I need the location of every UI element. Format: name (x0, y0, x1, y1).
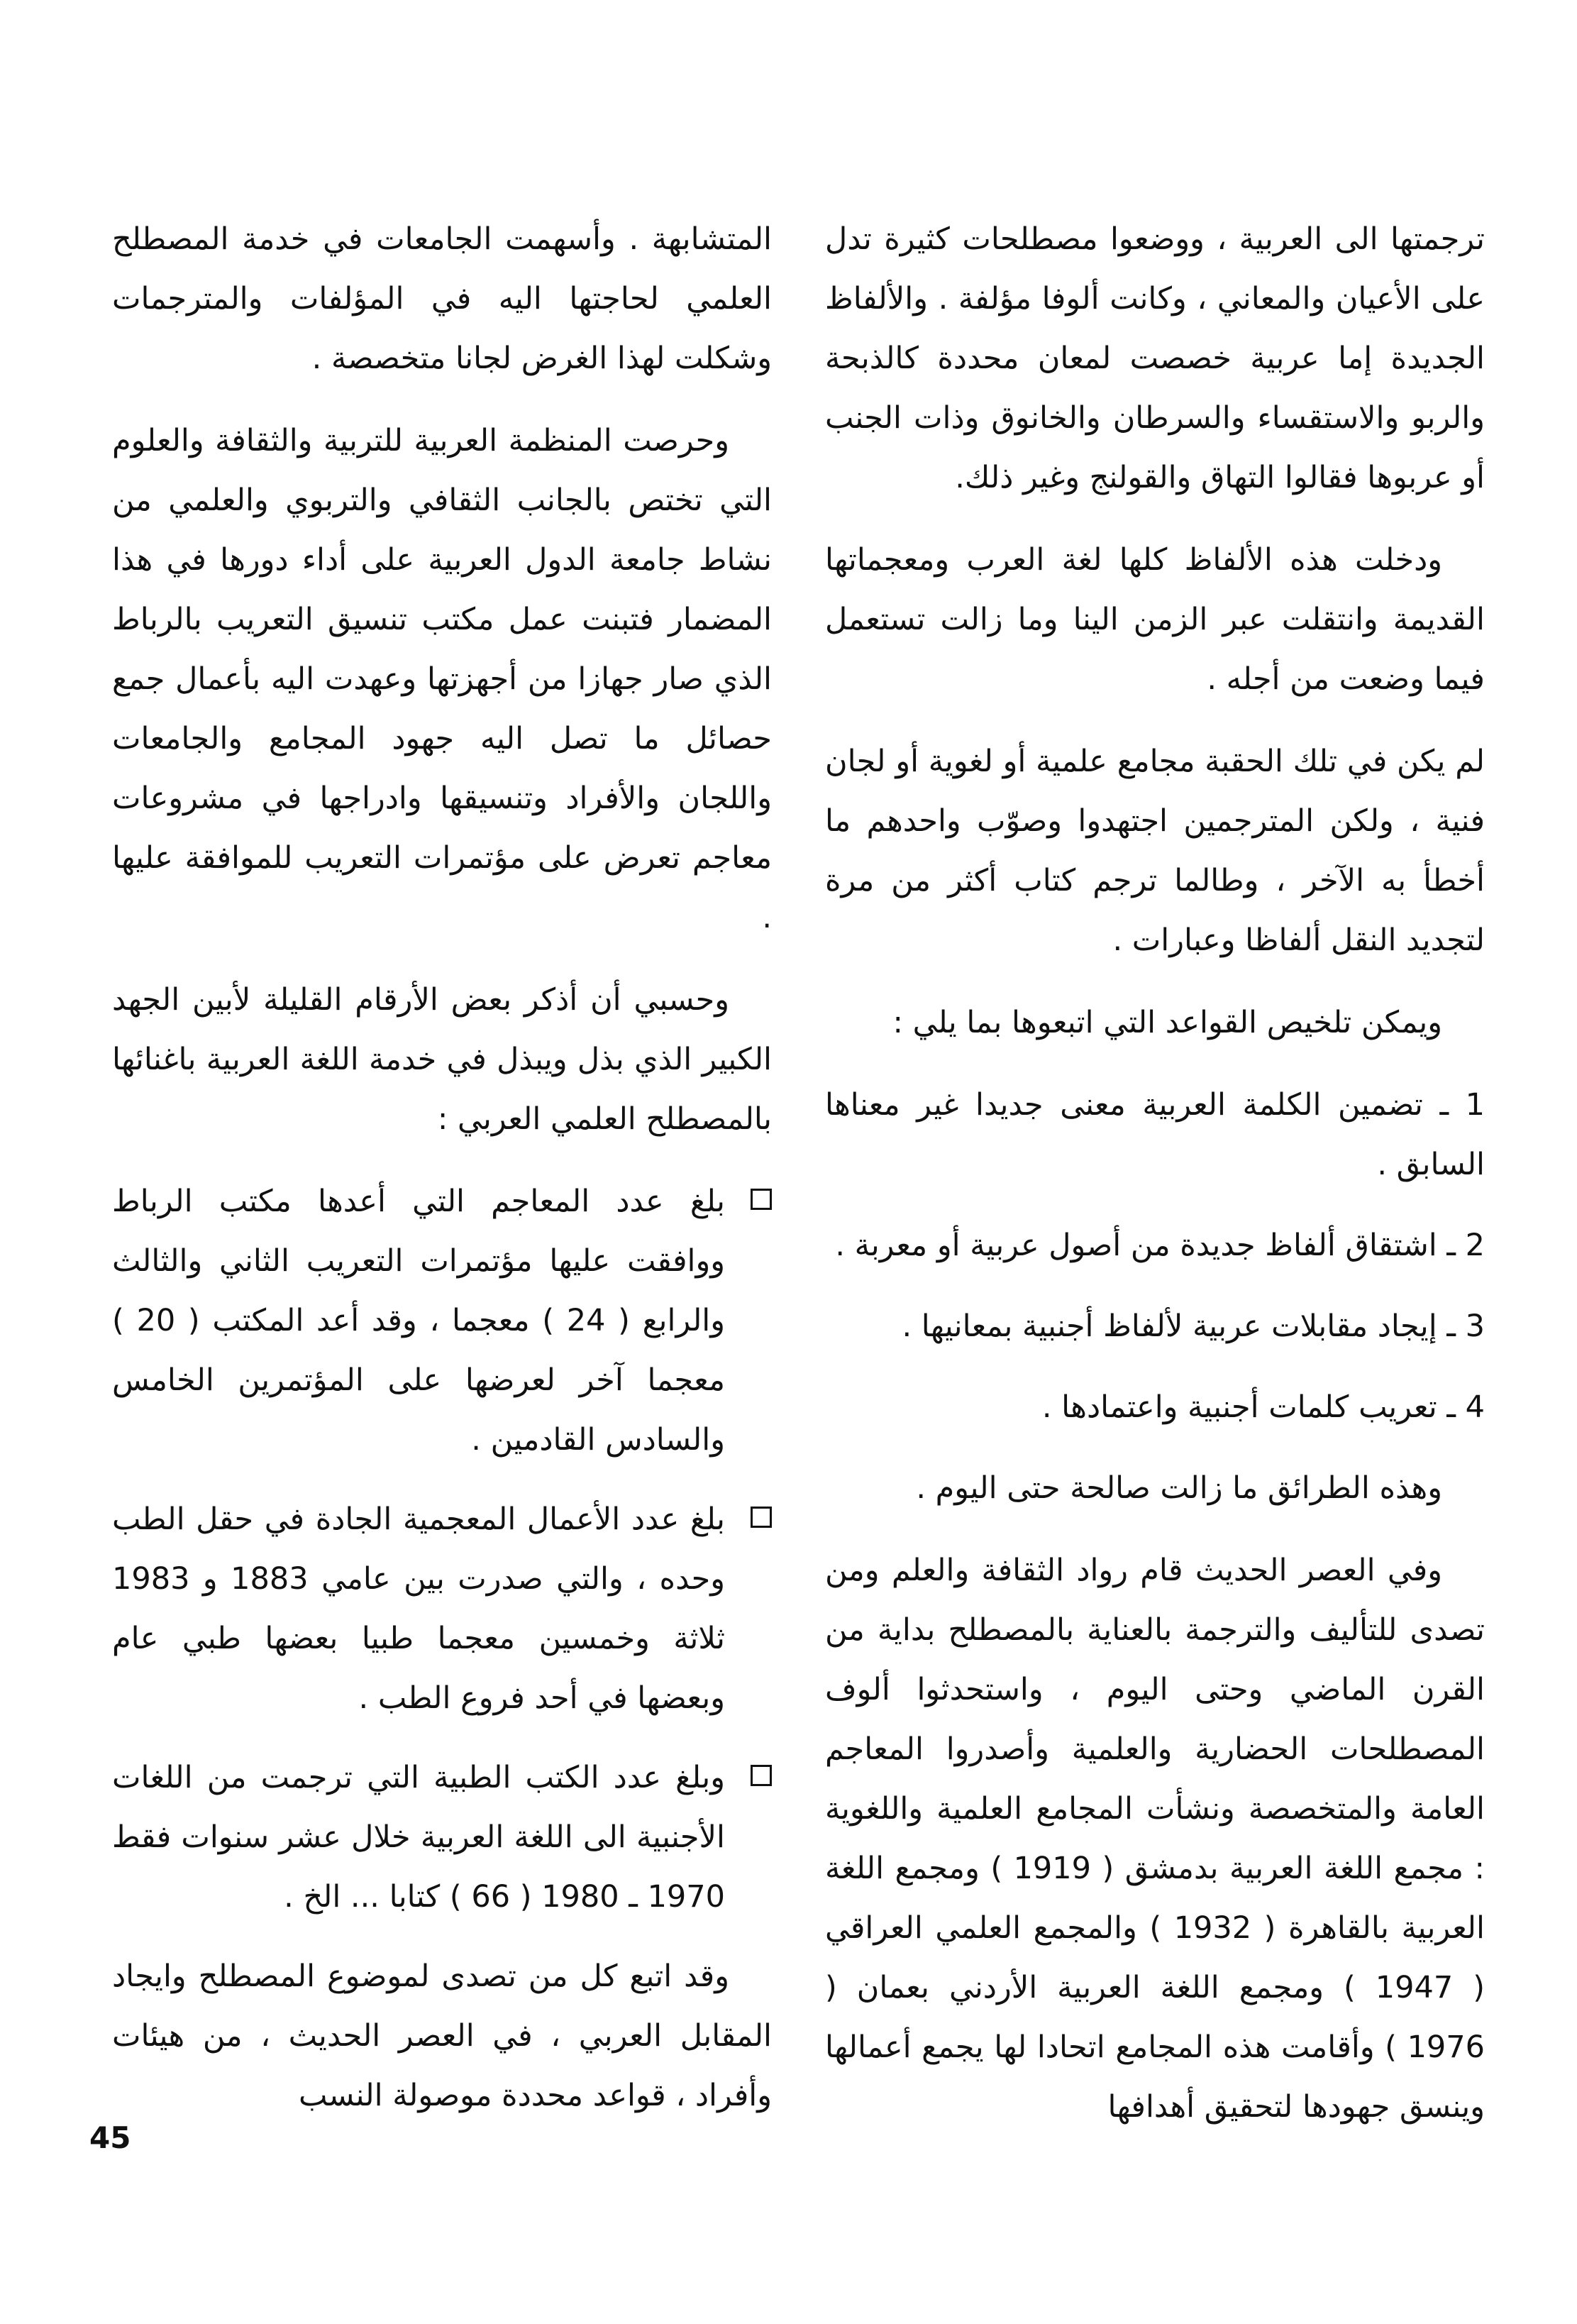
rule-item: 4 ـ تعريب كلمات أجنبية واعتمادها . (1041, 1389, 1485, 1425)
right-column (825, 209, 1485, 2159)
paragraph: وقد اتبع كل من تصدى لموضوع المصطلح وايجاد المقابل العربي ، في العصر الحديث ، من هيئات وأفراد ، قواعد محددة موصولة النسب (112, 1959, 772, 2113)
left-column (112, 209, 772, 2148)
page-number: 45 (89, 2120, 131, 2155)
checkbox-bullet-icon (751, 1507, 772, 1528)
paragraph: المتشابهة . وأسهمت الجامعات في خدمة المصطلح العلمي لحاجتها اليه في المؤلفات والمترجمات وشكلت لهذا الغرض لجانا متخصصة . (112, 221, 772, 376)
paragraph: وهذه الطرائق ما زالت صالحة حتى اليوم . (916, 1470, 1442, 1506)
rule-item: 3 ـ إيجاد مقابلات عربية لألفاظ أجنبية بمعانيها . (902, 1309, 1485, 1344)
bullet-text: وبلغ عدد الكتب الطبية التي ترجمت من اللغات الأجنبية الى اللغة العربية خلال عشر سنوات فقط 1970 ـ 1980 ( 66 ) كتابا ... الخ . (112, 1760, 725, 1915)
paragraph: وحرصت المنظمة العربية للتربية والثقافة والعلوم التي تختص بالجانب الثقافي والتربوي والعلمي من نشاط جامعة الدول العربية على أداء دورها في هذا المضمار فتبنت عمل مكتب تنسيق التعريب بالرباط الذي صار جهازا من أجهزتها وعهدت اليه بأعمال جمع حصائل ما تصل اليه جهود المجامع والجامعات واللجان والأفراد وتنسيقها وادراجها في مشروعات معاجم تعرض على مؤتمرات التعريب للموافقة عليها . (112, 423, 772, 935)
checkbox-bullet-icon (751, 1765, 772, 1786)
paragraph: ودخلت هذه الألفاظ كلها لغة العرب ومعجماتها القديمة وانتقلت عبر الزمن الينا وما زالت تستعمل فيما وضعت من أجله . (825, 542, 1485, 697)
bullet-text: بلغ عدد المعاجم التي أعدها مكتب الرباط ووافقت عليها مؤتمرات التعريب الثاني والثالث والرابع ( 24 ) معجما ، وقد أعد المكتب ( 20 ) معجما آخر لعرضها على المؤتمرين الخامس والسادس القادمين . (112, 1184, 726, 1458)
paragraph: ترجمتها الى العربية ، ووضعوا مصطلحات كثيرة تدل على الأعيان والمعاني ، وكانت ألوفا مؤلفة . والألفاظ الجديدة إما عربية خصصت لمعان محددة كالذبحة والربو والاستقساء والسرطان والخانوق وذات الجنب أو عربوها فقالوا التهاق والقولنج وغير ذلك. (825, 221, 1485, 495)
bullet-item (112, 1172, 772, 1470)
paragraph: وحسبي أن أذكر بعض الأرقام القليلة لأبين الجهد الكبير الذي بذل ويبذل في خدمة اللغة العربية باغنائها بالمصطلح العلمي العربي : (112, 982, 772, 1137)
checkbox-bullet-icon (751, 1189, 772, 1210)
bullet-item (112, 1489, 772, 1728)
rule-item: 1 ـ تضمين الكلمة العربية معنى جديدا غير معناها السابق . (825, 1087, 1485, 1182)
paragraph: وفي العصر الحديث قام رواد الثقافة والعلم ومن تصدى للتأليف والترجمة بالعناية بالمصطلح بداية من القرن الماضي وحتى اليوم ، واستحدثوا ألوف المصطلحات الحضارية والعلمية وأصدروا المعاجم العامة والمتخصصة ونشأت المجامع العلمية واللغوية : مجمع اللغة العربية بدمشق ( 1919 ) ومجمع اللغة العربية بالقاهرة ( 1932 ) والمجمع العلمي العراقي ( 1947 ) ومجمع اللغة العربية الأردني بعمان ( 1976 ) وأقامت هذه المجامع اتحادا لها يجمع أعمالها وينسق جهودها لتحقيق أهدافها (825, 1553, 1485, 2125)
rule-item: 2 ـ اشتقاق ألفاظ جديدة من أصول عربية أو معربة . (835, 1228, 1485, 1263)
paragraph: ويمكن تلخيص القواعد التي اتبعوها بما يلي : (892, 1005, 1442, 1040)
paragraph: لم يكن في تلك الحقبة مجامع علمية أو لغوية أو لجان فنية ، ولكن المترجمين اجتهدوا وصوّب واحدهم ما أخطأ به الآخر ، وطالما ترجم كتاب أكثر من مرة لتجديد النقل ألفاظا وعبارات . (825, 744, 1485, 958)
bullet-item (112, 1748, 772, 1927)
bullet-text: بلغ عدد الأعمال المعجمية الجادة في حقل الطب وحده ، والتي صدرت بين عامي 1883 و 1983 ثلاثة وخمسين معجما طبيا بعضها طبي عام وبعضها في أحد فروع الطب . (112, 1502, 725, 1716)
